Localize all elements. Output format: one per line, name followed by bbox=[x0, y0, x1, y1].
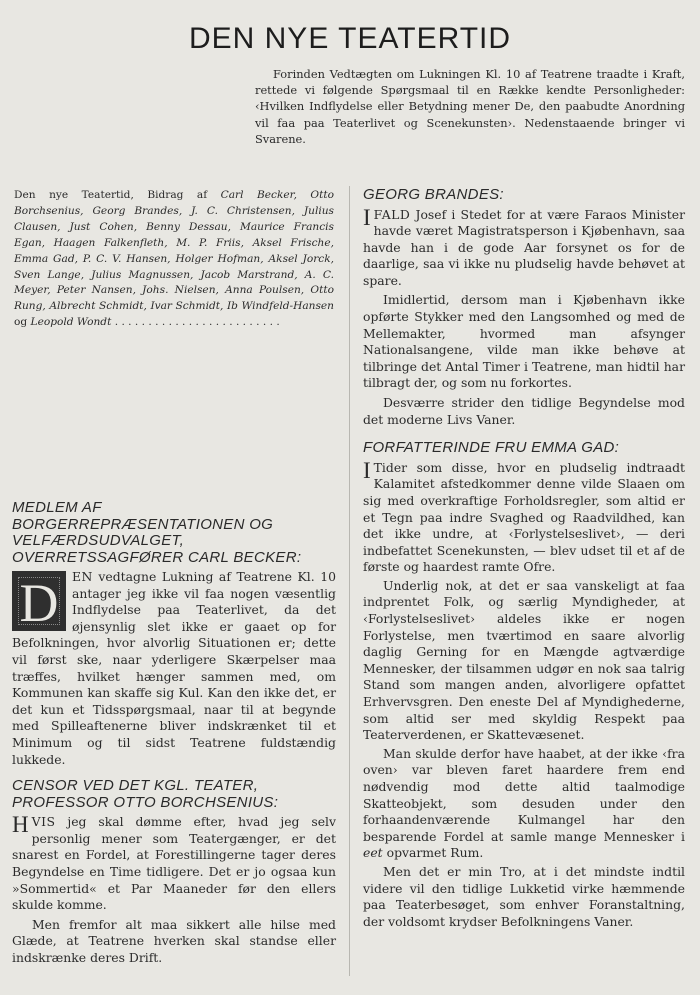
becker-text bbox=[12, 569, 336, 768]
gad-initial: I bbox=[363, 457, 371, 483]
brandes-heading: GEORG BRANDES: bbox=[363, 186, 504, 203]
contributors-prefix: Den nye Teatertid, Bidrag af bbox=[14, 189, 208, 201]
brandes-paragraph-3: Desværre strider den tidlige Begyndelse mod det moderne Livs Vaner. bbox=[363, 395, 685, 427]
brandes-section bbox=[363, 187, 685, 428]
contributors-last: Leopold Wondt bbox=[30, 316, 112, 329]
gad-paragraph-3-text: Man skulde derfor have haabet, at der ikke ‹fra oven› var bleven faret haardere frem end nødvendig mod dette altid taalmodige Skatteobjekt, som desuden under den forhaandenværende Kulmangel har den besparende Fordel at samle mange Mennesker i bbox=[363, 745, 685, 844]
brandes-lead: FALD bbox=[373, 206, 411, 222]
left-column bbox=[12, 500, 336, 976]
brandes-paragraph-2: Imidlertid, dersom man i Kjøbenhavn ikke opførte Stykker med den Langsomhed og med de Mellemakter, hvormed man afsynger Nationalsangene, vilde man ikke behøve at tilbringe det Antal Timer i Teatrene, man hidtil har tilbragt der, og som nu forkortes. bbox=[363, 292, 685, 391]
borchsenius-text bbox=[12, 814, 336, 914]
becker-heading: MEDLEM AF BORGERREPRÆSENTATIONEN OG VELFÆRDSUDVALGET, OVERRETSSAGFØRER CARL BECKER: bbox=[12, 499, 302, 566]
becker-lead: EN bbox=[72, 569, 93, 584]
column-divider bbox=[349, 186, 350, 976]
gad-paragraph-4: Men det er min Tro, at i det mindste indtil videre vil den tidlige Lukketid virke hæmmende paa Teaterbesøget, som enhver Foranstaltning, der voldsomt krydser Befolkningens Vaner. bbox=[363, 863, 685, 929]
contributors-list bbox=[14, 188, 334, 331]
gad-body: Tider som disse, hvor en pludselig indtraadt Kalamitet afstedkommer denne vilde Slaaen om sig med overkraftige Forholdsregler, som altid er et Tegn paa indre Svaghed og Raadvildhed, kan det ikke undre, at ‹Forlystelseslivet›, — deri indbefattet Scenekunsten, — blev udset til et af de første og haardest ramte Ofre. bbox=[363, 459, 685, 575]
borchsenius-initial: H bbox=[12, 812, 29, 838]
contributors-joiner: og bbox=[14, 316, 28, 329]
becker-body: vedtagne Lukning af Teatrene Kl. 10 antager jeg ikke vil faa nogen væsentlig Indflydelse paa Teaterlivet, da det øjensynlig slet ikke er gaaet op for Befolkningen, hvor alvorlig Situationen er; dette vil først ske, naar yderligere Skærpelser maa træffes, hvilket hænger sammen med, om Kommunen kan skaffe sig Kul. Kan den ikke det, er det kun et Tidsspørgsmaal, naar til at begynde med Spilleaftenerne bliver indskrænket til et Minimum og til sidst Teatrene fuldstændig lukkede. bbox=[12, 569, 336, 767]
borchsenius-paragraph-2: Men fremfor alt maa sikkert alle hilse med Glæde, at Teatrene hverken skal standse eller indskrænke deres Drift. bbox=[12, 916, 336, 965]
brandes-initial: I bbox=[363, 204, 371, 230]
becker-section bbox=[12, 500, 336, 768]
brandes-body: Josef i Stedet for at være Faraos Minister havde været Magistratsperson i Kjøbenhavn, saa havde han i de gode Aar forsynet os for de daarlige, saa vi ikke nu pludselig havde behøvet at spare. bbox=[363, 206, 685, 288]
borchsenius-heading: CENSOR VED DET KGL. TEATER, PROFESSOR OTTO BORCHSENIUS: bbox=[12, 777, 279, 811]
borchsenius-section bbox=[12, 778, 336, 966]
borchsenius-lead: VIS bbox=[31, 814, 56, 830]
page-title: DEN NYE TEATERTID bbox=[188, 22, 512, 55]
gad-paragraph-3 bbox=[363, 746, 685, 862]
borchsenius-body: jeg skal dømme efter, hvad jeg selv personlig mener som Teatergænger, er det snarest en Fordel, at Forestillingerne tager deres Begyndelse en Time tidligere. Det er jo ogsaa kun »Sommertid« et Par Maaneder før den ellers skulde komme. bbox=[12, 814, 336, 913]
brandes-text bbox=[363, 204, 685, 290]
gad-section bbox=[363, 440, 685, 930]
intro-paragraph: Forinden Vedtægten om Lukningen Kl. 10 af Teatrene traadte i Kraft, rettede vi følgende Spørgsmaal til en Række kendte Personligheder: ‹Hvilken Indflydelse eller Betydning mener De, den paabudte Anordning vil faa paa Teaterlivet og Scenekunsten›. Nedenstaaende bringer vi Svarene. bbox=[255, 67, 685, 146]
becker-initial: D bbox=[12, 571, 66, 631]
gad-paragraph-2: Underlig nok, at det er saa vanskeligt at faa indprentet Folk, og særlig Myndigheder, at ‹Forlystelseslivet› aldeles ikke er nogen Forlystelse, men tværtimod en saare alvorlig daglig Gerning for en Mængde agtværdige Mennesker, der tilsammen udgør en nok saa talrig Stand som mangen anden, alvorligere opfattet Erhvervsgren. Den eneste Del af Myndighederne, som altid ser med skyldig Respekt paa Teaterverdenen, er Skattevæsenet. bbox=[363, 577, 685, 743]
gad-text bbox=[363, 457, 685, 576]
contributors-names: Carl Becker, Otto Borchsenius, Georg Brandes, J. C. Christensen, Julius Clausen, Just Cohen, Benny Dessau, Maurice Francis Egan, Haagen Falkenfleth, M. P. Friis, Aksel Frische, Emma Gad, P. C. V. Hansen, Holger Hofman, Aksel Jorck, Sven Lange, Julius Magnussen, Jacob Marstrand, A. C. Meyer, Peter Nansen, Johs. Nielsen, Anna Poulsen, Otto Rung, Albrecht Schmidt, Ivar Schmidt, Ib Windfeld-Hansen bbox=[14, 189, 334, 313]
gad-heading: FORFATTERINDE FRU EMMA GAD: bbox=[363, 439, 620, 457]
gad-paragraph-3-emphasis: eet bbox=[363, 845, 383, 861]
right-column bbox=[363, 187, 685, 940]
contributors-leader: . . . . . . . . . . . . . . . . . . . . . . . . . bbox=[111, 316, 280, 329]
gad-paragraph-3-end: opvarmet Rum. bbox=[386, 845, 484, 861]
